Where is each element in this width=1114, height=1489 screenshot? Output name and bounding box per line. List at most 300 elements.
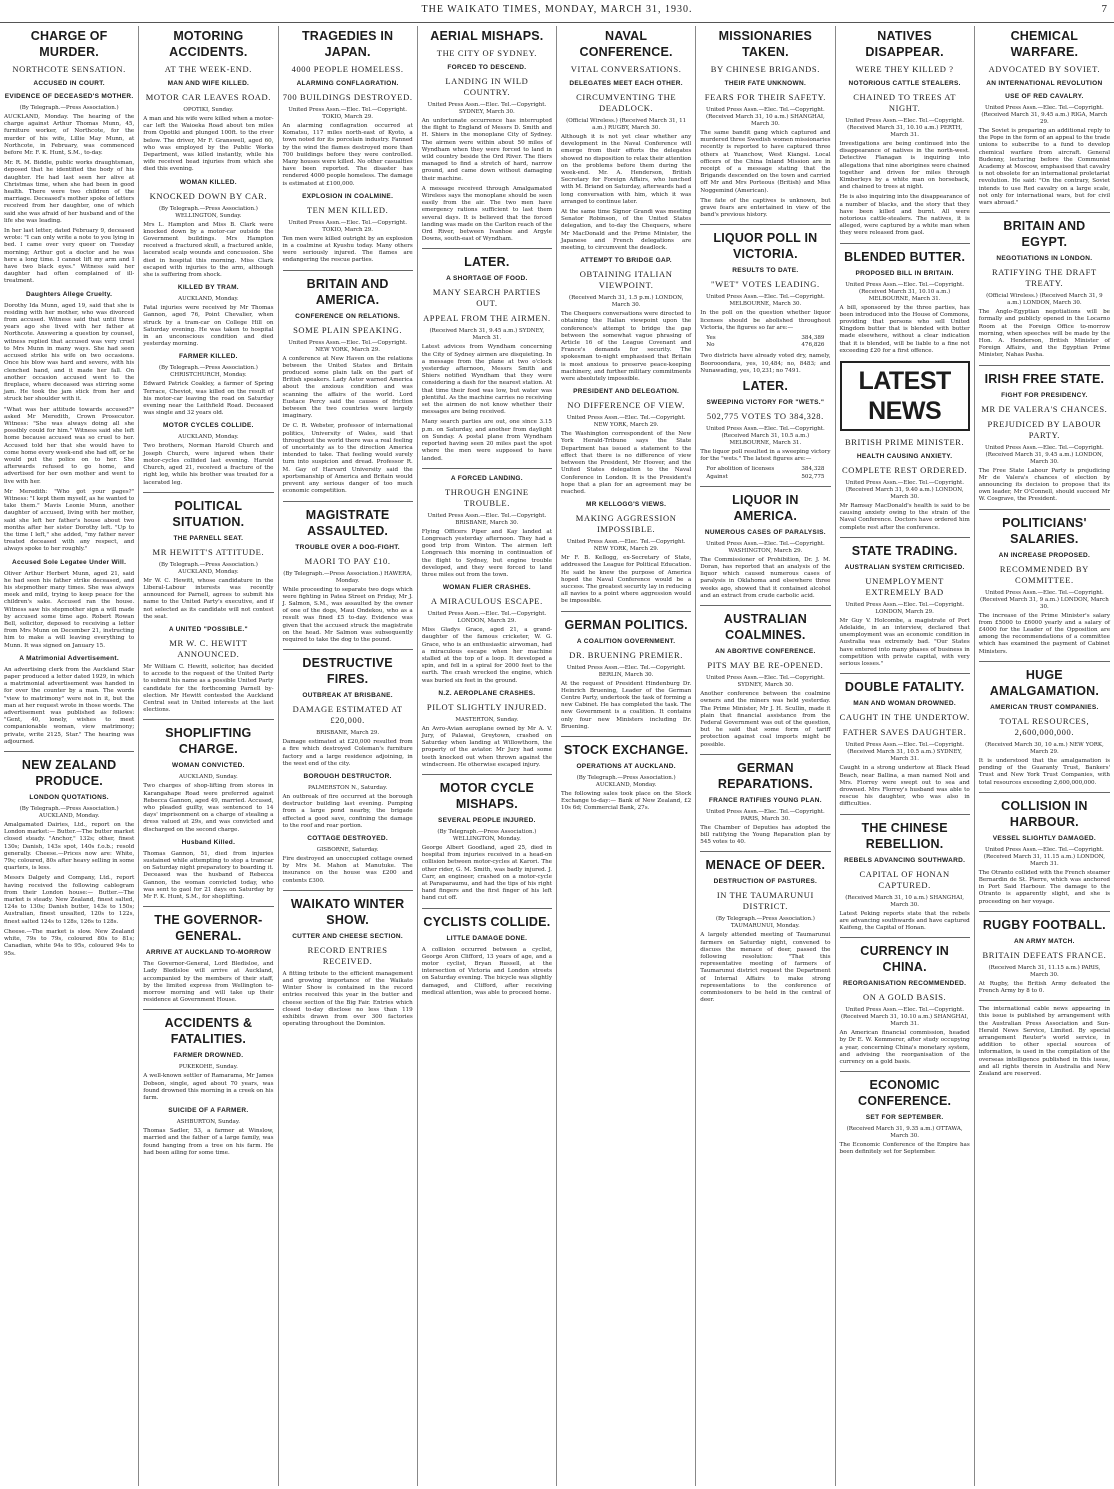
headline: CHARGE OF MURDER.	[30, 29, 108, 59]
article-divider	[561, 736, 691, 737]
article-divider	[422, 248, 552, 249]
section-heading: Accused Sole Legatee Under Will.	[11, 558, 127, 566]
article-paragraph: In the poll on the question whether liquor licenses should be abolished throughout Victoria, the figures so far are:—	[700, 310, 831, 331]
dateline: United Press Assn.—Elec. Tel.—Copyright. (Received March 31, 10.10 a.m.) MELBOURNE, March 31.	[845, 281, 964, 302]
dateline: OPOTIKI, Sunday.	[183, 107, 234, 113]
section-heading: THE PARNELL SEAT.	[173, 534, 244, 542]
subheadline: COMPLETE REST ORDERED.	[842, 465, 968, 476]
dateline: United Press Assn.—Elec. Tel.—Copyright. (Received March 31, 9 a.m.) LONDON, March 30.	[979, 589, 1109, 610]
article-divider	[979, 661, 1110, 662]
article-paragraph: The Soviet is preparing an additional reply to the Pope in the form of an appeal to the trade unions to subscribe to a fund to develop chemical warfare from aircraft. General Budenny, lecturing before the Communist Academy at Moscow, emphasised that cavalry is not obsolete for an international proletariat revolution. He said: "On the contrary, Soviet intends to use Red cavalry on a large scale, not only for international wars, but for civil wars abroad."	[978, 128, 1110, 207]
dateline: (Received March 31, 10 a.m.) SHANGHAI, March 30.	[845, 894, 964, 908]
section-heading: PRESIDENT AND DELEGATION.	[573, 388, 680, 396]
dateline: (By Telegraph.—Press Association.)	[19, 105, 119, 111]
subheadline: APPEAL FROM THE AIRMEN.	[423, 313, 551, 324]
column-3	[279, 26, 418, 1486]
article-paragraph: Oliver Arthur Herbert Munn, aged 21, said he had seen his father strike deceased, and his stepmother many times. She was always meek and mild, trying to keep peace for the children's sake. Accused ran the house. Witness saw his stepmother sign a will made by accused some time ago. Robert Rowan Bell, solicitor, deposed to receiving a letter from Mrs Munn on December 21, instructing him to make a will leaving everything to Munn. It was signed on January 15.	[4, 570, 135, 649]
article-paragraph: Flying Officers Piper and Kay landed at Longreach yesterday afternoon. They had a good trip from Winton. The airmen left Longreach this morning in continuation of the flight to Sydney, but engine trouble developed, and they were forced to land three miles out from the town.	[421, 528, 552, 578]
section-heading: SWEEPING VICTORY FOR "WETS."	[706, 399, 825, 407]
headline: MAGISTRATE ASSAULTED.	[305, 507, 390, 538]
article-divider	[979, 509, 1110, 510]
article-divider	[840, 1071, 970, 1072]
section-heading: DESTRUCTION OF PASTURES.	[713, 878, 818, 886]
column-2	[139, 26, 278, 1486]
article-divider	[283, 649, 413, 650]
article-divider	[840, 937, 970, 938]
section-heading: AN ABORTIVE CONFERENCE.	[715, 648, 816, 656]
article-paragraph: Latest Peking reports state that the rebels are advancing southwards and have captured Kaifeng, the Capital of Honan.	[839, 910, 970, 931]
headline: THE CHINESE REBELLION.	[861, 820, 948, 851]
article-paragraph: Thomas Sadler, 53, a farmer at Winslow, married and the father of a large family, was found hanging from a tree on his farm. He had been ailing for some time.	[143, 1128, 274, 1156]
dateline: (By Telegraph.—Press Association.) AUCKLAND, Monday.	[158, 561, 258, 575]
dateline: (Received March 31, 9.35 a.m.) OTTAWA, March 30.	[846, 1126, 963, 1140]
section-heading: ARRIVE AT AUCKLAND TO-MORROW	[145, 949, 271, 957]
dateline: GISBORNE, Saturday.	[316, 846, 379, 853]
article-paragraph: An alarming conflagration occurred at Komatsu, 117 miles north-east of Kyoto, a town noted for its porcelain industry. Fanned by the wind the flames destroyed more than 700 buildings before they were controlled. Many houses were killed. No other casualties have been reported. The disaster has rendered 4000 people homeless. The damage is estimated at £100,000.	[282, 123, 413, 187]
headline: DOUBLE FATALITY.	[844, 680, 965, 695]
article-paragraph: The Governor-General, Lord Bledisloe, and Lady Bledisloe will arrive at Auckland, accompanied by the members of their staff, by the limited express from Wellington to-morrow morning and will take up their residence at Government House.	[143, 961, 274, 1004]
article-paragraph: Latest advices from Wyndham concerning the City of Sydney airmen are disquieting. In a message from the plane at two o'clock yesterday afternoon, Messrs Smith and Shiers notified Wyndham that they were considering a dash for the nearest station. At that time their food was low, but water was plentiful. As the machine carries no receiving set the airmen do not know whether their messages are being received.	[421, 344, 552, 416]
article-paragraph: "What was her attitude towards accused?" asked Mr Meredith, Crown Prosecutor. Witness: "She was always doing all she possibly could for him." Witness said she left home because accused was so cruel to her. Accused told her that she would have to come home every week-end she had off, or he would put the police on to her. She afterwards refused to go home, and advertised for her own mother and went to live with her.	[4, 406, 135, 485]
section-heading: REBELS ADVANCING SOUTHWARD.	[844, 856, 966, 864]
dateline: (Received March 30, 10 a.m.) NEW YORK, March 29.	[985, 741, 1104, 755]
column-7	[836, 26, 975, 1486]
article-paragraph: A conference at New Haven on the relations between the United States and Britain produced some plain talk on the part of British speakers. Lady Astor warned America about the anxious condition and was scanning the affairs of the world. Lord Eustace Percy said the causes of friction between the two countries were largely imaginary.	[282, 355, 413, 420]
headline: LIQUOR IN AMERICA.	[732, 492, 799, 523]
column-8	[975, 26, 1114, 1486]
section-heading: CUTTER AND CHEESE SECTION.	[292, 932, 404, 940]
vote-count: 476,826	[801, 342, 825, 349]
article-paragraph: Caught in a strong undertow at Black Head Beach, near Ballina, a man named Noil and Mrs. Florrey were swept out to sea and drowned. Mrs Florrey's husband was able to rescue his daughter, who was also in difficulties.	[839, 765, 970, 808]
section-heading: OUTBREAK AT BRISBANE.	[302, 692, 393, 700]
section-heading: LONDON QUOTATIONS.	[29, 794, 109, 802]
section-heading: ATTEMPT TO BRIDGE GAP.	[580, 257, 672, 265]
headline: STATE TRADING.	[851, 543, 958, 558]
article-paragraph: Edward Patrick Coakley, a farmer of Spring Terrace, Cheviot, was killed on the result of his motor-car leaving the road on Saturday evening near the Leithfield Road. Deceased was single and 32 years old.	[143, 381, 274, 417]
vote-label: For abolition of licenses	[706, 466, 775, 473]
subheadline: FEARS FOR THEIR SAFETY.	[704, 92, 826, 102]
subheadline: IN THE TAUMARUNUI DISTRICT.	[716, 890, 814, 912]
columns-grid	[0, 26, 1114, 1486]
subheadline: MAORI TO PAY £10.	[304, 555, 391, 566]
section-heading: WOMAN KILLED.	[179, 178, 237, 186]
subheadline: BY CHINESE BRIGANDS.	[710, 64, 820, 74]
vote-row	[700, 342, 830, 349]
article-paragraph: The Anglo-Egyptian negotiations will be formally and publicly opened in the Locarno Room at the Foreign Office to-morrow morning, when speeches will be made by the Hon. A. Henderson, British Minister of Foreign Affairs, and the Egyptian Prime Minister, Nahas Pasha.	[978, 309, 1110, 359]
article-paragraph: Investigations are being continued into the disappearance of natives in the north-west. Detective Flanagan is inquiring into allegations that nine aborigines were chained together and driven for miles through Kimberleys by a white man on horseback, and chained to trees at night.	[839, 141, 970, 191]
subheadline: SOME PLAIN SPEAKING.	[293, 324, 403, 335]
article-paragraph: An American financial commission, headed by Dr E. W. Kemmerer, after study occupying a year, concerning China's monetary system, and advising the reorganisation of the currency on a gold basis.	[839, 1030, 970, 1065]
dateline: United Press Assn.—Elec. Tel.—Copyright. BERLIN, March 30.	[566, 664, 686, 678]
headline: STOCK EXCHANGE.	[563, 742, 689, 757]
dateline: (Received March 31, 1.5 p.m.) LONDON, March 30.	[568, 295, 684, 309]
article-divider	[840, 673, 970, 674]
subheadline: UNEMPLOYMENT EXTREMELY BAD	[865, 575, 944, 597]
article-divider	[979, 365, 1110, 366]
section-heading: ACCUSED IN COURT.	[33, 80, 105, 87]
vote-count: 384,389	[801, 335, 825, 342]
dateline: (Official Wireless.) (Received March 31, 9 a.m.) LONDON, March 30.	[986, 293, 1103, 307]
section-heading: A Matrimonial Advertisement.	[19, 654, 119, 662]
headline: SHOPLIFTING CHARGE.	[165, 726, 252, 757]
headline: POLITICAL SITUATION.	[172, 498, 245, 529]
section-heading: PROPOSED BILL IN BRITAIN.	[855, 269, 954, 277]
article-paragraph: The liquor poll resulted in a sweeping victory for the "wets." The latest figures are:—	[700, 449, 831, 463]
article-divider	[4, 751, 134, 752]
dateline: United Press Assn.—Elec. Tel.—Copyright. TOKIO, March 29.	[288, 219, 407, 233]
subheadline: DR. BRUENING PREMIER.	[569, 649, 683, 660]
section-heading: HEALTH CAUSING ANXIETY.	[856, 453, 953, 461]
dateline: United Press Assn.—Elec. Tel.—Copyright. (Received March 31, 9.45 a.m.) LONDON, March 30.	[985, 444, 1104, 465]
article-divider	[283, 270, 413, 271]
subheadline: "WET" VOTES LEADING.	[711, 279, 820, 290]
headline: HUGE AMALGAMATION.	[989, 667, 1100, 698]
article-paragraph: The Free State Labour Party is prejudicing Mr de Valera's chances of election by announcing its decision to propose that its own leader, Mr O'Connell, should succeed Mr W. Cosgrave, the President.	[978, 467, 1110, 503]
section-heading: WOMAN CONVICTED.	[172, 762, 245, 770]
subheadline: 502,775 VOTES TO 384,328.	[706, 411, 824, 422]
article-paragraph: A collision occurred between a cyclist, George Aron Clifford, 13 years of age, and a motor cyclist, Bryan Russell, at the intersection of Victoria and London streets on Saturday evening. The bicycle was slightly damaged, and Clifford, after receiving medical attention, was able to proceed home.	[421, 946, 552, 996]
headline: AERIAL MISHAPS.	[430, 29, 544, 43]
article-paragraph: Mrs L. Hampton and Miss B. Clark were knocked down by a motor-car outside the Government buildings. Mrs Hampton received a fractured skull, a fractured ankle, lacerated scalp wounds and concussion. She died in hospital this morning. Miss Clark escaped with injuries to the arm, although she is suffering from shock.	[143, 221, 274, 279]
masthead	[0, 0, 1114, 23]
subheadline: MANY SEARCH PARTIES OUT.	[432, 287, 541, 309]
subheadline: DAMAGE ESTIMATED AT £20,000.	[292, 704, 403, 726]
article-paragraph: Mr Meredith: "Who got your pages?" Witness: "I kept them myself, as he wanted to take them." Mavis Leonie Munn, another daughter of accused, living with her mother, said she left her father's house about two months after her sister Dorothy left. "Up to the time I left," she added, "my father never treated deceased with any respect, and always spoke to her roughly."	[4, 488, 135, 553]
dateline: United Press Assn.—Elec. Tel.—Copyright. PARIS, March 30.	[706, 808, 825, 822]
headline: CYCLISTS COLLIDE.	[423, 914, 551, 929]
dateline: (By Telegraph.—Press Association.) AUCKLAND, Monday.	[576, 774, 676, 788]
headline: NAVAL CONFERENCE.	[579, 29, 673, 59]
dateline: (By Telegraph.—Press Association.) HAWERA, Monday.	[283, 570, 413, 584]
section-heading: FRANCE RATIFIES YOUNG PLAN.	[708, 796, 822, 804]
dateline: (By Telegraph.—Press Association.) AUCKLAND, Monday.	[19, 806, 119, 820]
page-number: 7	[1101, 3, 1108, 15]
article-paragraph: Ten men were killed outright by an explosion in a coalmine at Kyushu today. Many others were seriously injured. The flames are endangering the rescue parties.	[282, 235, 413, 264]
headline: THE GOVERNOR-GENERAL.	[154, 913, 263, 944]
section-heading: FARMER DROWNED.	[173, 1052, 244, 1060]
vote-label: Against	[706, 473, 728, 480]
section-heading: LITTLE DAMAGE DONE.	[446, 934, 528, 942]
article-paragraph: The same bandit gang which captured and murdered three Swedish women missionaries recently is reported to have captured three others at Yuanchow, West Kiangsi. Local officers of the China Inland Mission are in receipt of a message stating that the Brigands descended on the town and carried off Mr and Mrs Porteous (British) and Miss Noggemind (American).	[700, 130, 831, 194]
section-heading: MOTOR CYCLES COLLIDE.	[163, 422, 254, 430]
article-paragraph: Mr Ramsay MacDonald's health is said to be causing anxiety owing to the strain of the Naval Conference. Doctors have ordered him complete rest after the conference.	[839, 503, 970, 531]
section-heading: USE OF RED CAVALRY.	[1005, 93, 1084, 100]
section-heading: NOTORIOUS CATTLE STEALERS.	[848, 80, 961, 87]
article-paragraph: Cheese.—The market is slow. New Zealand white, 79s to 79s, coloured 80s to 81s; Canadian, white 94s to 95s, coloured 94s to 95s.	[4, 928, 135, 957]
dateline: MASTERTON, Sunday.	[455, 716, 519, 723]
article-divider	[700, 486, 830, 487]
section-heading: OPERATIONS AT AUCKLAND.	[576, 762, 676, 770]
subheadline: BRITISH PRIME MINISTER.	[844, 437, 965, 448]
article-paragraph: The fate of the captives is unknown, but grave fears are entertained in view of the band's previous history.	[700, 197, 831, 219]
article-paragraph: Thomas Gannon, 51, died from injuries sustained while attempting to stop a tramcar on Saturday night preparatory to boarding it. Deceased was the husband of Rebecca Gannon, the woman convicted today, who was sent to gaol for 21 days on Saturday by Mr F. K. Hunt, S.M., for shoplifting.	[143, 850, 274, 900]
headline: LIQUOR POLL IN VICTORIA.	[713, 231, 818, 262]
article-paragraph: A well-known settler of Ramarama, Mr James Dobson, single, aged about 70 years, was found drowned this morning in a creek on his farm.	[143, 1073, 274, 1102]
article-divider	[840, 814, 970, 815]
vote-row	[700, 335, 830, 342]
section-heading: Daughters Allege Cruelty.	[26, 290, 113, 298]
article-divider	[283, 501, 413, 502]
article-paragraph: At the same time Signor Grandi was meeting Senator Robinson, of the United States delegation, and to-day the Chequers, where Mr MacDonald and the Prime Minister, the Japanese and French delegations are meeting, to circumvent the deadlock.	[561, 209, 692, 252]
article-divider	[979, 1000, 1110, 1001]
dateline: United Press Assn.—Elec. Tel.—Copyright. SYDNEY, March 30.	[427, 102, 547, 115]
dateline: United Press Assn.—Elec. Tel.—Copyright. NEW YORK, March 29.	[566, 415, 686, 429]
headline: MENACE OF DEER.	[705, 858, 826, 873]
article-paragraph: Two districts have already voted dry, namely, Boorooondara, yes, 10,484; no, 8483; and Nunawading, yes, 10,231; no 7491.	[700, 353, 831, 374]
subheadline: BRITAIN DEFEATS FRANCE.	[982, 949, 1107, 960]
article-divider	[422, 908, 552, 909]
section-heading: MAN AND WOMAN DROWNED.	[853, 700, 956, 708]
article-paragraph: Fatal injuries were received by Mr Thomas Gannon, aged 76, Point Chevalier, when struck by a tram-car on College Hill on Saturday evening. He was taken to hospital in an unconscious condition and died yesterday morning.	[143, 305, 274, 348]
section-heading: RESULTS TO DATE.	[732, 267, 799, 275]
column-1	[0, 26, 139, 1486]
dateline: United Press Assn.—Elec. Tel.—Copyright. (Received March 31, 10.10 a.m.) PERTH, March 31.	[845, 118, 964, 138]
dateline: United Press Assn.—Elec. Tel.—Copyright. NEW YORK, March 29.	[288, 339, 407, 353]
vote-count: 384,328	[801, 466, 825, 473]
article-paragraph: At the request of President Hindenburg Dr. Heinrich Bruening, Leader of the German Centre Party, undertook the task of forming a new Cabinet. He has completed the task. The new Government is a coalition. It contains only four new Ministers including Dr. Bruening.	[561, 680, 692, 730]
article-divider	[283, 890, 413, 891]
dateline: United Press Assn.—Elec. Tel.—Copyright. (Received March 31, 9.45 a.m.) RIGA, March 29.	[981, 105, 1108, 125]
article-paragraph: Another conference between the coalmine owners and the miners was held yesterday. The Prime Minister, Mr J. H. Scullin, made it plain that financial assistance from the Federal Government was out of the question, but he said that some form of tariff protection against coal imports might be possible.	[700, 691, 831, 748]
section-heading: EVIDENCE OF DECEASED'S MOTHER.	[4, 93, 134, 100]
section-heading: A SHORTAGE OF FOOD.	[446, 275, 528, 283]
headline: ECONOMIC CONFERENCE.	[858, 1078, 952, 1109]
headline: ACCIDENTS & FATALITIES.	[164, 1016, 253, 1047]
subheadline: NORTHCOTE SENSATION.	[12, 64, 126, 74]
headline: WAIKATO WINTER SHOW.	[290, 896, 405, 927]
subheadline: MOTOR CAR LEAVES ROAD.	[145, 92, 272, 102]
section-heading: REORGANISATION RECOMMENDED.	[843, 980, 967, 988]
section-heading: THEIR FATE UNKNOWN.	[724, 80, 807, 87]
section-heading: VESSEL SLIGHTLY DAMAGED.	[992, 834, 1096, 842]
section-heading: AUSTRALIAN SYSTEM CRITICISED.	[844, 563, 965, 571]
article-paragraph: The increase of the Prime Minister's salary from £5000 to £6000 yearly and a salary of £4000 for the Leader of the Opposition are among the recommendations of a committee which has examined the payment of Cabinet Ministers.	[978, 612, 1110, 655]
article-paragraph: Two brothers, Norman Harold Church and Joseph Church, were injured when their motor-cycles collided last evening. Harold Church, aged 21, received a fracture of the right leg, while his brother was treated for a lacerated leg.	[143, 443, 274, 486]
dateline: (By Telegraph.—Press Association.) WELLINGTON, Sunday.	[158, 205, 258, 219]
section-heading: FARMER KILLED.	[179, 353, 238, 361]
dateline: (Received March 31, 11.15 a.m.) PARIS, March 30.	[988, 964, 1101, 978]
subheadline: LANDING IN WILD COUNTRY.	[445, 76, 529, 97]
dateline: BRISBANE, March 29.	[316, 730, 380, 737]
dateline: United Press Assn.—Elec. Tel.—Copyright. (Received March 31, 9.40 a.m.) LONDON, March 30.	[845, 480, 964, 501]
headline: IRISH FREE STATE.	[984, 371, 1105, 386]
dateline: United Press Assn.—Elec. Tel.—Copyright. LONDON, March 29.	[845, 601, 964, 615]
article-paragraph: In her last letter, dated February 9, deceased wrote: "I can only write a note to you lying in bed. I came over very queer on Tuesday morning; Arthur got a doctor and he was here a long time. I cannot lift my arm and I have two black eyes." Witness said her daughter had often complained of ill-treatment.	[4, 228, 135, 285]
headline: BLENDED BUTTER.	[844, 249, 966, 264]
column-6	[696, 26, 835, 1486]
article-paragraph: A man and his wife were killed when a motor-car left the Waioeka Road about ten miles from Opotiki and plunged 100ft. to the river below. The driver, Mr F. Granswell, aged 60, who was employed by the Public Works Department, was killed instantly, while his wife received head injuries from which she died this evening.	[143, 116, 274, 173]
article-paragraph: An outbreak of fire occurred at the borough destructor building last evening. Pumping from a large pond nearby, the brigade effected a good save, confining the damage to the roof and rear portion.	[282, 793, 413, 829]
article-paragraph: Messrs Dalgety and Company, Ltd., report having received the following cablegram from their London house:— Butter.—The market is steady. New Zealand, finest salted, 124s to 130s; Danish butter, 143s to 150s; Australian, finest unsalted, 120s to 122s, finest salted 124s to 128s, 126s to 128s.	[4, 875, 135, 925]
article-paragraph: The Otranto collided with the French steamer Bernardin de St. Pierre, which was anchored in Port Said Harbour. The damage to the Otranto is apparently slight, and she is proceeding on her voyage.	[978, 869, 1110, 905]
subheadline: RECOMMENDED BY COMMITTEE.	[999, 563, 1089, 585]
dateline: United Press Assn.—Elec. Tel.—Copyright. LONDON, March 29.	[427, 611, 547, 625]
section-heading: ALARMING CONFLAGRATION.	[296, 80, 399, 87]
headline: MOTOR CYCLE MISHAPS.	[439, 780, 535, 811]
headline: MOTORING ACCIDENTS.	[169, 29, 248, 59]
section-heading: BOROUGH DESTRUCTOR.	[303, 772, 392, 780]
article-paragraph: The Washington correspondent of the New York Herald-Tribune says the State Department has issued a statement to the effect that there is no difference of view between the President, Mr Hoover, and the United States delegation to the Naval Conference in London. It is the President's hope that a plan for an agreement may be reached.	[561, 431, 692, 495]
headline: NEW ZEALAND PRODUCE.	[21, 758, 117, 789]
headline: CURRENCY IN CHINA.	[860, 944, 950, 975]
section-heading: AN ARMY MATCH.	[1013, 937, 1075, 945]
article-divider	[143, 719, 273, 720]
headline: POLITICIANS' SALARIES.	[1002, 515, 1087, 546]
dateline: PUKEKOHE, Sunday.	[178, 1064, 238, 1071]
headline: LATER.	[464, 255, 510, 270]
dateline: (By Telegraph.—Press Association.) WELLINGTON, Monday.	[437, 828, 537, 842]
dateline: United Press Assn.—Elec. Tel.—Copyright. WASHINGTON, March 29.	[706, 540, 825, 554]
section-heading: MAN AND WIFE KILLED.	[167, 80, 250, 87]
article-paragraph: Mr W. C. Hewitt, whose candidature in the Liberal-Labour interests was recently announced for Parnell, agrees to submit his name to the United Party's executive, and if not selected as its candidate will not contest the seat.	[143, 577, 274, 620]
article-paragraph: The following sales took place on the Stock Exchange to-day:— Bank of New Zealand, £2 10s 6d; Commercial Bank, 27s.	[561, 790, 692, 812]
vote-row	[700, 474, 830, 481]
section-heading: WOMAN FLIER CRASHES.	[442, 584, 531, 592]
article-divider	[979, 212, 1110, 213]
section-heading: FORCED TO DESCEND.	[447, 64, 527, 71]
dateline: United Press Assn.—Elec. Tel.—Copyright. NEW YORK, March 29.	[566, 539, 686, 553]
headline: BRITAIN AND EGYPT.	[1003, 219, 1086, 250]
latest-news-banner: LATEST NEWS	[840, 361, 970, 431]
headline: NATIVES DISAPPEAR.	[865, 29, 944, 59]
dateline: United Press Assn.—Elec. Tel.—Copyright. (Received March 31, 10.5 a.m.) MELBOURNE, March 31.	[706, 426, 825, 447]
article-paragraph: At Rugby, the British Army defeated the French Army by 8 to 0.	[978, 980, 1110, 994]
headline: RUGBY FOOTBALL.	[982, 917, 1106, 932]
headline: DESTRUCTIVE FIRES.	[302, 656, 393, 687]
vote-count: 502,775	[801, 473, 825, 480]
headline: AUSTRALIAN COALMINES.	[723, 612, 807, 643]
subheadline: RECORD ENTRIES RECEIVED.	[307, 944, 388, 966]
subheadline: ON A GOLD BASIS.	[862, 992, 947, 1003]
article-divider	[840, 537, 970, 538]
subheadline: PITS MAY BE RE-OPENED.	[707, 660, 824, 671]
article-paragraph: Mr. R. M. Biddle, public works draughtsman, deposed that he identified the body of his daughter. He had last seen her alive at Christmas time, when she had been in good health. There were two children of the marriage. Deceased's mother spoke of letters received from her daughter, one of which said she was afraid of her husband and of the life she was leading.	[4, 160, 135, 224]
dateline: United Press Assn.—Elec. Tel.—Copyright. TOKIO, March 29.	[288, 107, 407, 120]
dateline: United Press Assn.—Elec. Tel.—Copyright. BRISBANE, March 30.	[427, 512, 547, 526]
section-heading: COTTAGE DESTROYED.	[307, 834, 388, 842]
vote-row	[700, 466, 830, 473]
vote-table	[700, 466, 830, 480]
dateline: AUCKLAND, Monday.	[178, 296, 239, 303]
subheadline: VITAL CONVERSATIONS.	[570, 64, 682, 74]
headline: GERMAN REPARATIONS.	[717, 760, 813, 791]
dateline: (By Telegraph.—Press Association.) CHRISTCHURCH, Monday.	[158, 365, 258, 379]
headline: GERMAN POLITICS.	[564, 617, 688, 632]
article-divider	[700, 224, 830, 225]
article-paragraph: Mr Guy V. Holcombe, a magistrate of Port Adelaide, in an interview, declared that unemployment was an economic condition in Australia was extremely bad. "Our States have entered into many phases of business in competition with private capital, with very serious losses."	[839, 617, 970, 668]
dateline: United Press Assn.—Elec. Tel.—Copyright. (Received March 31, 11.15 a.m.) LONDON, March 31.	[983, 846, 1105, 867]
subheadline: TOTAL RESOURCES, 2,600,000,000.	[999, 715, 1090, 737]
section-heading: N.Z. AEROPLANE CRASHES.	[438, 689, 536, 697]
subheadline: A MIRACULOUS ESCAPE.	[430, 596, 543, 607]
dateline: AUCKLAND, Sunday.	[178, 774, 238, 781]
article-divider	[561, 611, 691, 612]
headline: MISSIONARIES TAKEN.	[718, 29, 813, 59]
section-heading: EXPLOSION IN COALMINE.	[302, 192, 394, 200]
vote-table	[700, 335, 830, 349]
section-heading: AMERICAN TRUST COMPANIES.	[990, 703, 1099, 711]
masthead-title: THE WAIKATO TIMES, MONDAY, MARCH 31, 1930.	[421, 4, 693, 15]
article-paragraph: Amalgamated Dairies, Ltd., report on the London market:— Butter.—The butter market closed steady. "Anchor," 132s; other, finest 130s; Danish, 143s spot, 140s f.o.b.; resold generally. Cheese.—Prices now are: White, 79s; coloured, 80s after heavy selling in some quarters, is less.	[4, 822, 135, 872]
subheadline: AT THE WEEK-END.	[164, 64, 253, 74]
vote-label: No	[706, 342, 715, 349]
subheadline: MAKING AGGRESSION IMPOSSIBLE.	[575, 513, 677, 535]
subheadline: 700 BUILDINGS DESTROYED.	[282, 92, 413, 102]
article-paragraph: Damage estimated at £20,000 resulted from a fire which destroyed Coleman's furniture factory and a large residence adjoining, in the west end of the city.	[282, 739, 413, 767]
column-5	[557, 26, 696, 1486]
headline: BRITAIN AND AMERICA.	[306, 276, 389, 307]
article-divider	[422, 468, 552, 469]
section-heading: FIGHT FOR PRESIDENCY.	[1001, 391, 1088, 399]
section-heading: SEVERAL PEOPLE INJURED.	[437, 816, 536, 824]
section-heading: AN INCREASE PROPOSED.	[998, 551, 1091, 559]
dateline: (Official Wireless.) (Received March 31, 11 a.m.) RUGBY, March 30.	[566, 118, 687, 131]
subheadline: CAPITAL OF HONAN CAPTURED.	[859, 868, 950, 890]
subheadline: CIRCUMVENTING THE DEADLOCK.	[576, 92, 677, 113]
section-heading: A UNITED "POSSIBLE."	[168, 625, 248, 633]
subheadline: OBTAINING ITALIAN VIEWPOINT.	[579, 269, 673, 291]
article-divider	[979, 792, 1110, 793]
dateline: United Press Assn.—Elec. Tel.—Copyright. SYDNEY, March 30.	[706, 675, 825, 689]
subheadline: MR W. C. HEWITT ANNOUNCED.	[169, 637, 248, 659]
subheadline: THE CITY OF SYDNEY.	[436, 48, 537, 58]
article-paragraph: Mr F. B. Kellogg, ex-Secretary of State, addressed the League for Political Education. He said he knew the purpose of America hoped the Naval Conference would be a success. The greatest security lay in reducing all navies to a point where aggression would be impossible.	[561, 555, 692, 605]
article-paragraph: Although it is not yet clear whether any development in the Naval Conference will emerge from their efforts the delegates showed no disposition to relax their attention on the problems before them during the week-end. Mr. A. Henderson, British Secretary for Foreign Affairs, who lunched with M. Briand on Saturday, afterwards had a long conversation with him, which it was arranged to continue later.	[561, 134, 692, 205]
subheadline: 4000 PEOPLE HOMELESS.	[291, 64, 404, 74]
article-divider	[422, 774, 552, 775]
article-paragraph: An advertising clerk from the Auckland Star paper produced a letter dated 1929, in which a matrimonial advertisement was handed in for over the counter by a man. The words "view to matrimony" were not in it, but the man at her request wrote in those words. The advertisement was published as follows: "Gent, 40, lonely, wishes to meet companionable woman, view matrimony; private, write 2125, Star." The hearing was adjourned.	[4, 666, 135, 745]
subheadline: CAUGHT IN THE UNDERTOW.	[839, 712, 970, 723]
article-paragraph: The Chamber of Deputies has adopted the bill ratifying the Young Reparation plan by 545 votes to 40.	[700, 824, 831, 846]
subheadline: PILOT SLIGHTLY INJURED.	[426, 701, 547, 712]
subheadline: CHAINED TO TREES AT NIGHT.	[853, 92, 957, 113]
article-paragraph: Two charges of shop-lifting from stores in Karangahape Road were preferred against Rebecca Gannon, aged 49, married. Accused, who pleaded guilty, was sentenced to 14 days' imprisonment on a charge of stealing a dress valued at 29s, and was convicted and discharged on the second charge.	[143, 783, 274, 833]
article-paragraph: A fitting tribute to the efficient management and growing importance of the Waikato Winter Show is contained in the record entries received this year in the butter and cheese section of the Big Fair. Entries which closed to-day disclose no less than 119 exhibits drawn from over 300 factories operating throughout the Dominion.	[282, 970, 413, 1028]
dateline: (Received March 31, 9.45 a.m.) SYDNEY, March 31.	[429, 328, 545, 342]
column-4	[418, 26, 557, 1486]
article-paragraph: An Avro-Avian aeroplane owned by Mr A. V. Jury, of Palawai, Greytown, crashed on Saturday when landing at Willowthorn, the property of the aviator. Mr Jury had some teeth knocked out when thrown against the windscreen. He otherwise escaped injury.	[421, 725, 552, 768]
section-heading: DELEGATES MEET EACH OTHER.	[569, 80, 683, 87]
headline: TRAGEDIES IN JAPAN.	[301, 29, 394, 59]
section-heading: A FORCED LANDING.	[450, 474, 523, 482]
section-heading: CONFERENCE ON RELATIONS.	[295, 312, 401, 320]
section-heading: NUMEROUS CASES OF PARALYSIS.	[704, 528, 826, 536]
article-paragraph: He is also inquiring into the disappearance of a number of blacks, and the story that they have been killed and burnt. All were notorious cattle-stealers. The natives, it is alleged, were captured by a white man when they were released from gaol.	[839, 194, 970, 237]
subheadline: KNOCKED DOWN BY CAR.	[149, 190, 268, 201]
article-paragraph: AUCKLAND, Monday. The hearing of the charge against Arthur Thomas Munn, 45, furniture worker, of Northcote, for the murder of his wife, Lillie May Munn, at Northcote, in February, was commenced before Mr. F. K. Hunt, S.M., to-day.	[4, 114, 135, 157]
section-heading: Husband Killed.	[181, 838, 236, 846]
subheadline: PREJUDICED BY LABOUR PARTY.	[987, 418, 1102, 440]
article-divider	[143, 492, 273, 493]
article-paragraph: It is understood that the amalgamation is pending of the Guaranty Trust, Bankers' Trust and New York Trust Companies, with total resources exceeding 2,600,000,000.	[978, 757, 1110, 786]
headline: COLLISION IN HARBOUR.	[1001, 798, 1088, 829]
section-heading: A COALITION GOVERNMENT.	[576, 637, 676, 645]
article-paragraph: Many search parties are out, one since 3.15 p.m. on Saturday, and another from daylight on Sunday. A postal plane from Wyndham reported having seen 20 miles past the spot where the men were supposed to have landed.	[421, 419, 552, 462]
dateline: AUCKLAND, Monday.	[178, 434, 239, 441]
dateline: United Press Assn.—Elec. Tel.—Copyright. (Received March 31, 10.10 a.m.) SHANGHAI, March 31.	[840, 1007, 969, 1028]
article-paragraph: A message received through Amalgamated Wireless says the monoplane should be seen easily from the air. The two men have emergency rations sufficient to last them several days. It is believed that the forced landing was made on the Carlton reach of the Ord River, between Ivanhoe and Argyle Downs, south-east of Wyndham.	[421, 185, 552, 243]
subheadline: WERE THEY KILLED ?	[855, 64, 954, 74]
dateline: United Press Assn.—Elec. Tel.—Copyright. (Received March 31, 10 a.m.) SHANGHAI, March 30.	[706, 107, 825, 127]
article-paragraph: Dorothy Ida Munn, aged 19, said that she is residing with her mother, who was divorced from accused. Witness said that until three years ago she lived with her father at Northcote. Answering a question by counsel, witness replied that accused was very cruel to Mrs Munn in many ways. She had seen accused strike his wife on two occasions. Once his blow was hard and severe, with his clenched hand, and it made her fall. On another occasion accused went to the fireplace, where deceased was stirring some jam. He took the jam stick from her and struck her shoulder with it.	[4, 302, 135, 403]
section-heading: KILLED BY TRAM.	[177, 284, 239, 292]
article-paragraph: A largely attended meeting of Taumarunui farmers on Saturday night, convened to discuss the menace of deer, passed the following resolution: "That this representative meeting of farmers of Taumarunui district request the Department of Internal Affairs to make strong representations to the conference of commissioners to be held in the central of deer.	[700, 932, 831, 1004]
article-paragraph: Fire destroyed an unoccupied cottage owned by Mrs M. Mahon at Manutuke. The insurance on the house was £200 and contents £300.	[282, 855, 413, 884]
article-paragraph: The international cable news appearing in this issue is published by arrangement with the Australian Press Association and Sun-Herald News Service, Limited. By special arrangement Reuter's world service, in addition to other special sources of information, is used in the compilation of the overseas intelligence published in this issue, and all rights therein in Australia and New Zealand are reserved.	[978, 1006, 1110, 1077]
article-paragraph: Dr C. R. Webster, professor of international politics, University of Wales, said that throughout the world there was a real feeling of uncertainty as to the direction America intended to take. That feeling would surely turn into suspicion and dread. Professor R. M. Gay of Harvard University said the sportsmanship of America and Britain would prevent any serious danger of too much economic competition.	[282, 423, 413, 495]
article-paragraph: While proceeding to separate two dogs which were fighting in Patea Street on Friday, Mr J. J. Salmon, S.M., was assaulted by the owner of one of the dogs, Maui Ondekou, who as a result was fined £5 to-day. Evidence was given that the accused struck the magistrate on the head. Mr Salmon was subsequently required to take the dog to the pound.	[282, 586, 413, 643]
headline: CHEMICAL WARFARE.	[1010, 29, 1079, 59]
